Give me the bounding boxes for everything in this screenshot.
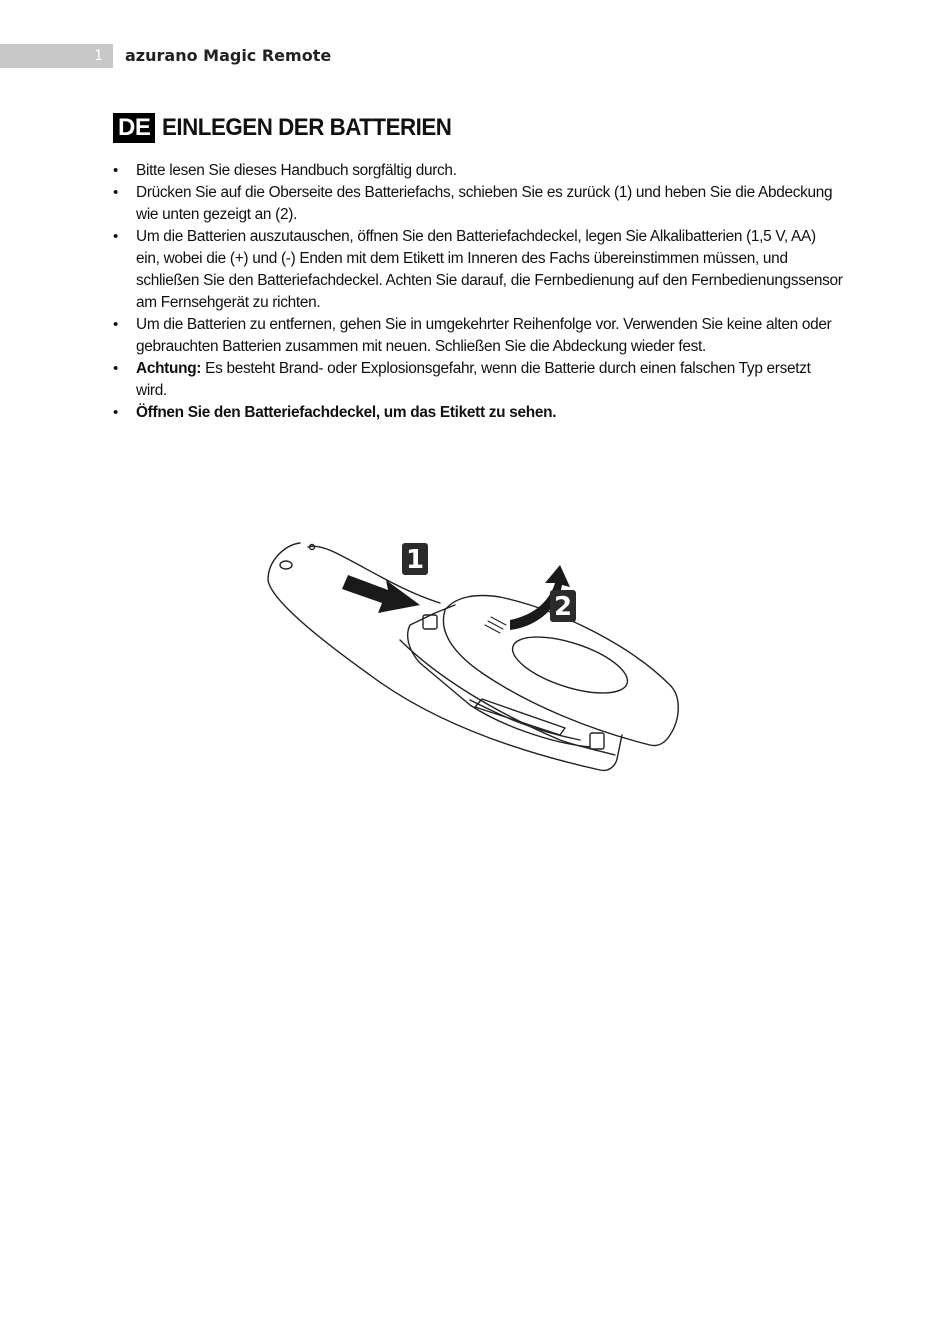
list-item — [113, 314, 843, 358]
item-text: Es besteht Brand- oder Explosionsgefahr, wenn die Batterie durch einen falschen Typ ersetzt wird. — [136, 360, 811, 399]
instruction-list — [113, 160, 843, 424]
battery-cover-illustration — [260, 535, 690, 785]
bullet-icon: • — [113, 316, 118, 333]
warning-label: Achtung: — [136, 360, 202, 377]
slide-arrow-icon — [342, 575, 420, 613]
list-item — [113, 182, 843, 226]
page-number: 1 — [0, 44, 113, 68]
bullet-icon: • — [113, 360, 118, 377]
list-item — [113, 358, 843, 402]
item-text-bold: Öffnen Sie den Batteriefachdeckel, um das Etikett zu sehen. — [136, 404, 557, 421]
page-header — [0, 44, 950, 68]
cover-label-area — [506, 626, 634, 705]
bullet-icon: • — [113, 162, 118, 179]
item-text: Bitte lesen Sie dieses Handbuch sorgfältig durch. — [136, 162, 457, 179]
list-item — [113, 160, 843, 182]
item-text: Drücken Sie auf die Oberseite des Batteriefachs, schieben Sie es zurück (1) und heben Sie die Abdeckung wie unten gezeigt an (2). — [136, 184, 833, 223]
bullet-icon: • — [113, 228, 118, 245]
document-title: azurano Magic Remote — [125, 46, 332, 65]
section-heading — [113, 113, 474, 143]
remote-body-outline — [268, 543, 622, 770]
list-item — [113, 226, 843, 314]
bullet-icon: • — [113, 404, 118, 421]
item-text: Um die Batterien zu entfernen, gehen Sie in umgekehrter Reihenfolge vor. Verwenden Sie keine alten oder gebrauchten Batterien zusammen mit neuen. Schließen Sie die Abdeckung wieder fest. — [136, 316, 832, 355]
section-title: EINLEGEN DER BATTERIEN — [162, 114, 452, 141]
remote-led — [280, 561, 292, 569]
language-badge: DE — [113, 113, 155, 143]
step-2-label: 2 — [553, 592, 573, 622]
list-item — [113, 402, 843, 424]
bullet-icon: • — [113, 184, 118, 201]
item-text: Um die Batterien auszutauschen, öffnen Sie den Batteriefachdeckel, legen Sie Alkalibatterien (1,5 V, AA) ein, wobei die (+) und (-) Enden mit dem Etikett im Inneren des Fachs übereinstimmen müssen, und schließen Sie den Batteriefachdeckel. Achten Sie darauf, die Fernbedienung auf den Fernbedienungssensor am Fernsehgerät zu richten. — [136, 228, 843, 311]
step-1-label: 1 — [405, 545, 425, 575]
